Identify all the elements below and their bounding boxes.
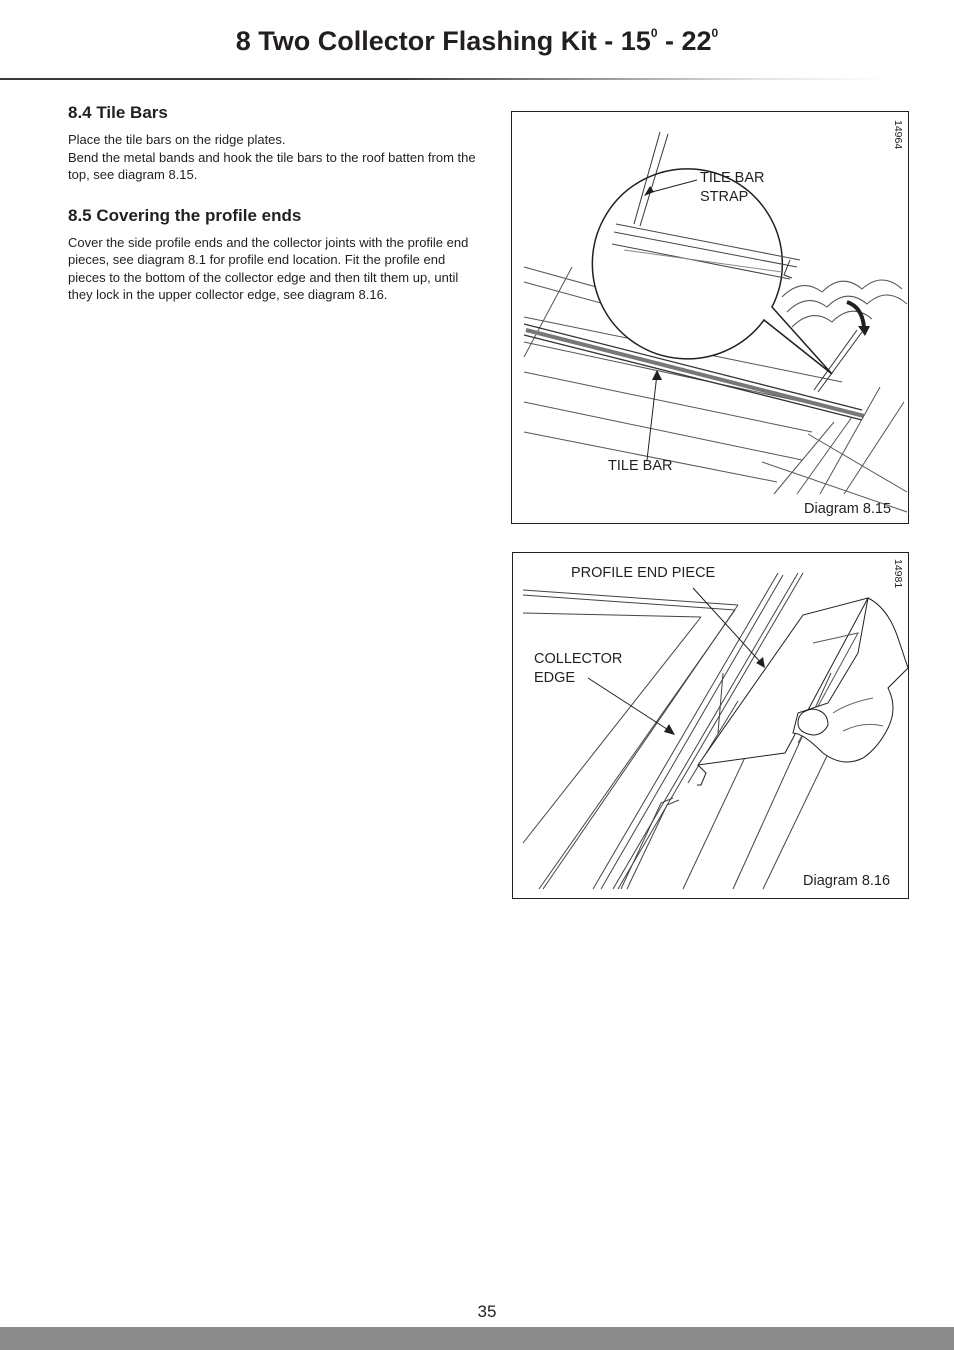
section-body: Place the tile bars on the ridge plates. Bend the metal bands and hook the tile bars to the roof batten from the top, see diagram 8.15. — [68, 132, 476, 182]
section-heading: 8.5 Covering the profile ends — [68, 205, 302, 225]
diagram-8-15 — [511, 111, 909, 524]
section-heading: 8.4 Tile Bars — [68, 103, 168, 122]
text-column — [68, 103, 478, 304]
page-title-text: 8 Two Collector Flashing Kit - 15 — [235, 26, 651, 56]
section-body: Cover the side profile ends and the collector joints with the profile end pieces, see diagram 8.1 for profile end location. Fit the profile end pieces to the bottom of the collector edge and then tilt them up, until they lock in the upper collector edge, see diagram 8.16. — [68, 234, 469, 302]
title-superscript: 0 — [711, 26, 719, 40]
diagram-caption: Diagram 8.16 — [803, 873, 891, 889]
label-collector-edge: COLLECTOR EDGE — [534, 651, 623, 686]
label-tile-bar: TILE BAR — [608, 458, 673, 474]
label-tile-bar-strap: TILE BAR STRAP — [700, 170, 765, 205]
footer-bar — [0, 1327, 954, 1350]
page-title-text: - 22 — [657, 26, 712, 56]
section-tile-bars — [68, 103, 478, 184]
page-number: 35 — [477, 1302, 497, 1321]
title-divider — [0, 78, 890, 80]
diagram-8-16 — [512, 552, 909, 899]
profile-end-illustration — [513, 553, 908, 898]
title-superscript: 0 — [650, 26, 658, 40]
page-title — [0, 26, 954, 57]
section-profile-ends — [68, 206, 478, 304]
diagram-caption: Diagram 8.15 — [804, 501, 892, 517]
label-profile-end-piece: PROFILE END PIECE — [571, 565, 716, 581]
diagram-ref-number: 14981 — [892, 559, 904, 589]
diagram-ref-number: 14964 — [892, 120, 904, 150]
